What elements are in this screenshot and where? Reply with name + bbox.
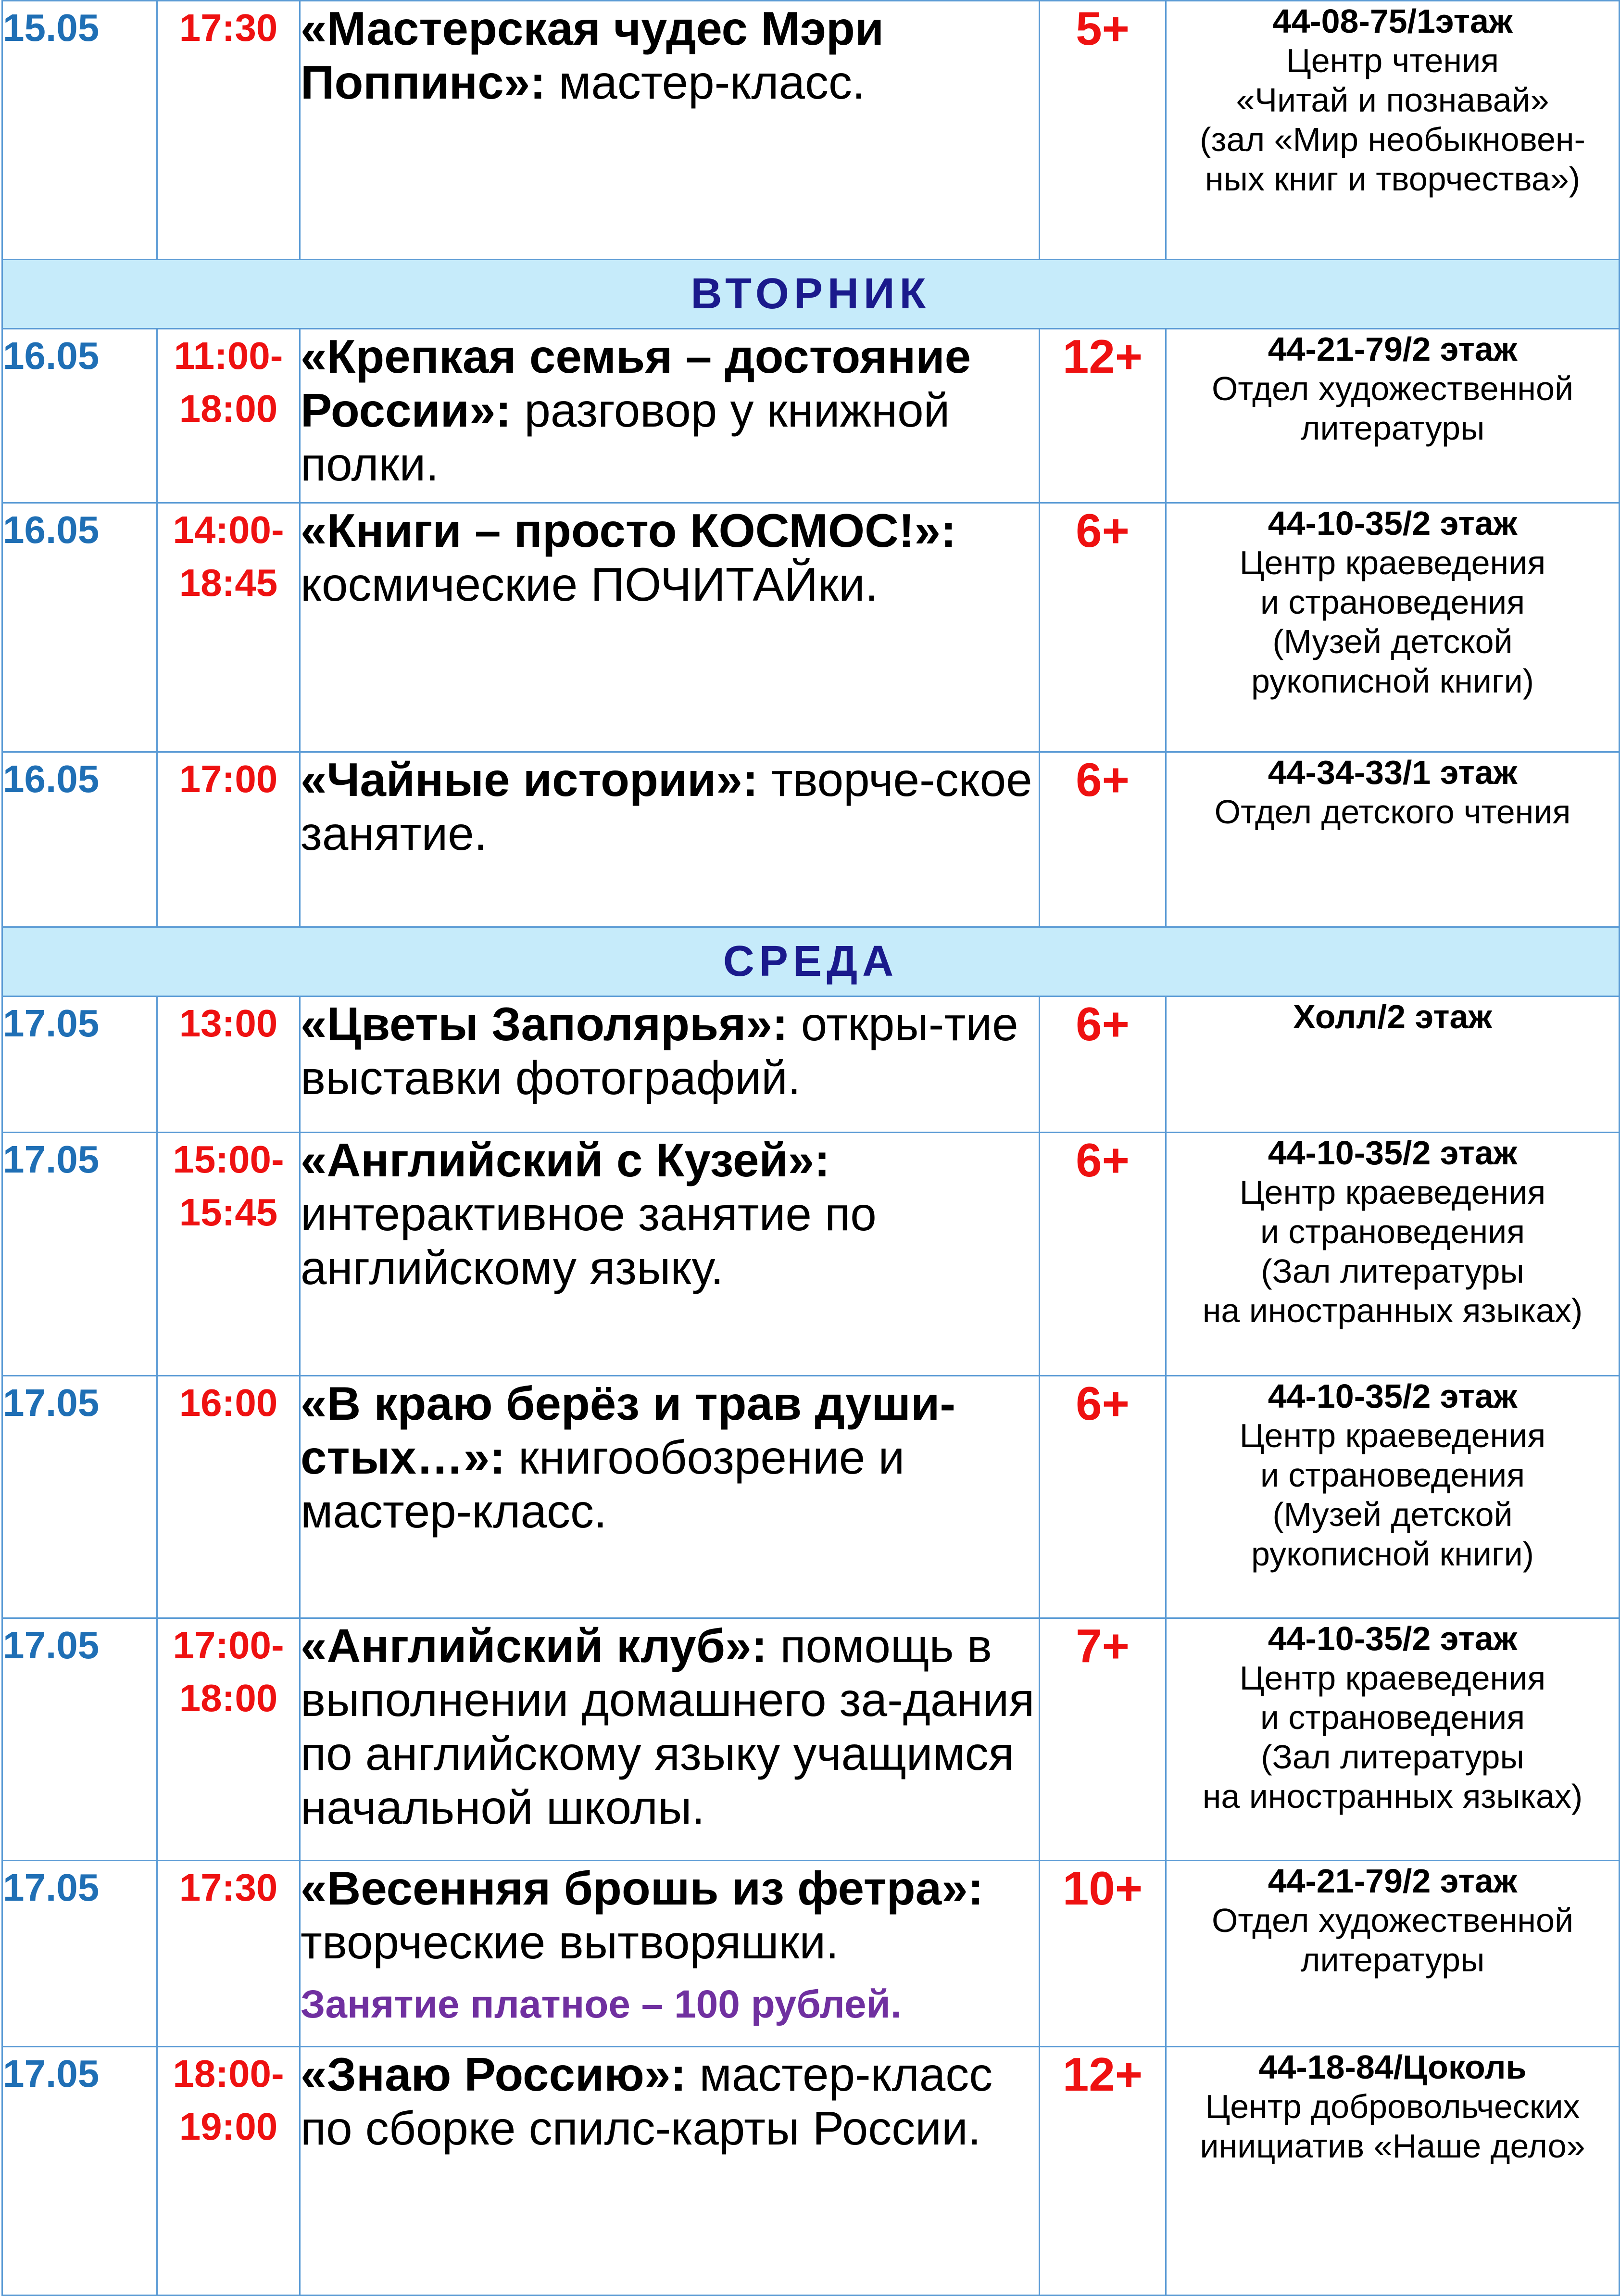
event-date: 16.05	[2, 503, 157, 752]
event-details: мастер-класс по сборке спилс-карты России.	[301, 2048, 993, 2155]
event-location	[1166, 503, 1620, 752]
event-description	[300, 1376, 1040, 1618]
event-details: мастер-класс.	[545, 56, 866, 109]
event-date: 17.05	[2, 1861, 157, 2047]
schedule-rows	[2, 1, 1620, 2296]
event-row	[2, 1861, 1620, 2047]
event-location	[1166, 2047, 1620, 2296]
event-time: 11:00- 18:00	[157, 329, 300, 503]
event-time: 13:00	[157, 997, 300, 1133]
day-header-row	[2, 260, 1620, 329]
event-date: 17.05	[2, 1618, 157, 1861]
event-time: 17:00	[157, 752, 300, 927]
location-name: Центр краеведения и страноведения (Музей детской рукописной книги)	[1239, 1417, 1546, 1573]
location-name: Отдел художественной литературы	[1211, 370, 1574, 447]
event-details: разговор у книжной полки.	[301, 384, 950, 491]
event-date: 15.05	[2, 1, 157, 260]
age-rating: 7+	[1040, 1618, 1166, 1861]
event-time: 17:30	[157, 1, 300, 260]
event-title: «Английский клуб»:	[301, 1619, 767, 1672]
event-time: 14:00- 18:45	[157, 503, 300, 752]
location-phone-floor: 44-10-35/2 этаж	[1268, 505, 1518, 542]
age-rating: 6+	[1040, 1376, 1166, 1618]
location-name: Центр краеведения и страноведения (Зал литературы на иностранных языках)	[1202, 1659, 1583, 1815]
event-location	[1166, 1, 1620, 260]
age-rating: 5+	[1040, 1, 1166, 260]
event-schedule-table	[1, 0, 1620, 2296]
event-row	[2, 503, 1620, 752]
age-rating: 6+	[1040, 752, 1166, 927]
event-location	[1166, 1618, 1620, 1861]
age-rating: 10+	[1040, 1861, 1166, 2047]
event-details: помощь в выполнении домашнего за-дания по английскому языку учащимся начальной школы.	[301, 1619, 1035, 1834]
event-title: «Книги – просто КОСМОС!»:	[301, 504, 956, 557]
location-phone-floor: 44-10-35/2 этаж	[1268, 1134, 1518, 1172]
location-name: Отдел художественной литературы	[1211, 1902, 1574, 1979]
event-title: «Весенняя брошь из фетра»:	[301, 1862, 984, 1915]
event-date: 16.05	[2, 329, 157, 503]
age-rating: 6+	[1040, 503, 1166, 752]
event-time: 15:00- 15:45	[157, 1133, 300, 1376]
event-description	[300, 1133, 1040, 1376]
event-title: «В краю берёз и трав души-стых…»:	[301, 1377, 955, 1484]
event-location	[1166, 997, 1620, 1133]
location-phone-floor: Холл/2 этаж	[1293, 998, 1493, 1035]
event-date: 17.05	[2, 2047, 157, 2296]
event-description	[300, 997, 1040, 1133]
event-title: «Знаю Россию»:	[301, 2048, 687, 2101]
location-name: Центр краеведения и страноведения (Зал литературы на иностранных языках)	[1202, 1173, 1583, 1329]
location-phone-floor: 44-08-75/1этаж	[1272, 2, 1513, 40]
event-title: «Крепкая семья – достояние России»:	[301, 330, 971, 437]
location-phone-floor: 44-10-35/2 этаж	[1268, 1377, 1518, 1415]
day-header-row	[2, 927, 1620, 997]
event-details: творческие вытворяшки.	[301, 1916, 839, 1968]
location-name: Центр добровольческих инициатив «Наше дело»	[1200, 2088, 1585, 2165]
location-name: Отдел детского чтения	[1214, 793, 1571, 831]
age-rating: 12+	[1040, 2047, 1166, 2296]
event-row	[2, 1376, 1620, 1618]
event-row	[2, 329, 1620, 503]
event-title: «Чайные истории»:	[301, 753, 758, 806]
day-of-week-header: СРЕДА	[2, 927, 1620, 997]
event-location	[1166, 1133, 1620, 1376]
event-title: «Цветы Заполярья»:	[301, 997, 788, 1050]
day-of-week-header: ВТОРНИК	[2, 260, 1620, 329]
location-phone-floor: 44-18-84/Цоколь	[1258, 2048, 1527, 2086]
event-row	[2, 997, 1620, 1133]
event-time: 17:00- 18:00	[157, 1618, 300, 1861]
age-rating: 6+	[1040, 1133, 1166, 1376]
event-row	[2, 2047, 1620, 2296]
event-row	[2, 1, 1620, 260]
event-location	[1166, 752, 1620, 927]
location-phone-floor: 44-34-33/1 этаж	[1268, 754, 1518, 791]
event-description	[300, 1, 1040, 260]
event-details: творче-ское занятие.	[301, 753, 1032, 860]
event-time: 17:30	[157, 1861, 300, 2047]
age-rating: 12+	[1040, 329, 1166, 503]
event-title: «Английский с Кузей»:	[301, 1134, 830, 1186]
event-description	[300, 2047, 1040, 2296]
event-details: откры-тие выставки фотографий.	[301, 997, 1018, 1104]
event-title: «Мастерская чудес Мэри Поппинс»:	[301, 2, 884, 109]
event-price-note: Занятие платное – 100 рублей.	[301, 1982, 902, 2026]
location-name: Центр краеведения и страноведения (Музей детской рукописной книги)	[1239, 544, 1546, 700]
event-time: 16:00	[157, 1376, 300, 1618]
event-date: 17.05	[2, 1133, 157, 1376]
event-description	[300, 1861, 1040, 2047]
event-row	[2, 752, 1620, 927]
event-date: 17.05	[2, 997, 157, 1133]
location-name: Центр чтения «Читай и познавай» (зал «Мир необыкновен- ных книг и творчества»)	[1200, 42, 1585, 198]
location-phone-floor: 44-21-79/2 этаж	[1268, 330, 1518, 368]
event-details: книгообозрение и мастер-класс.	[301, 1431, 905, 1538]
event-details: космические ПОЧИТАЙки.	[301, 558, 879, 611]
age-rating: 6+	[1040, 997, 1166, 1133]
event-description	[300, 503, 1040, 752]
event-location	[1166, 1376, 1620, 1618]
event-location	[1166, 1861, 1620, 2047]
event-description	[300, 752, 1040, 927]
event-description	[300, 1618, 1040, 1861]
event-date: 16.05	[2, 752, 157, 927]
location-phone-floor: 44-10-35/2 этаж	[1268, 1620, 1518, 1657]
event-description	[300, 329, 1040, 503]
event-date: 17.05	[2, 1376, 157, 1618]
event-details: интерактивное занятие по английскому языку.	[301, 1187, 877, 1294]
event-row	[2, 1133, 1620, 1376]
event-location	[1166, 329, 1620, 503]
event-row	[2, 1618, 1620, 1861]
location-phone-floor: 44-21-79/2 этаж	[1268, 1862, 1518, 1900]
event-time: 18:00- 19:00	[157, 2047, 300, 2296]
